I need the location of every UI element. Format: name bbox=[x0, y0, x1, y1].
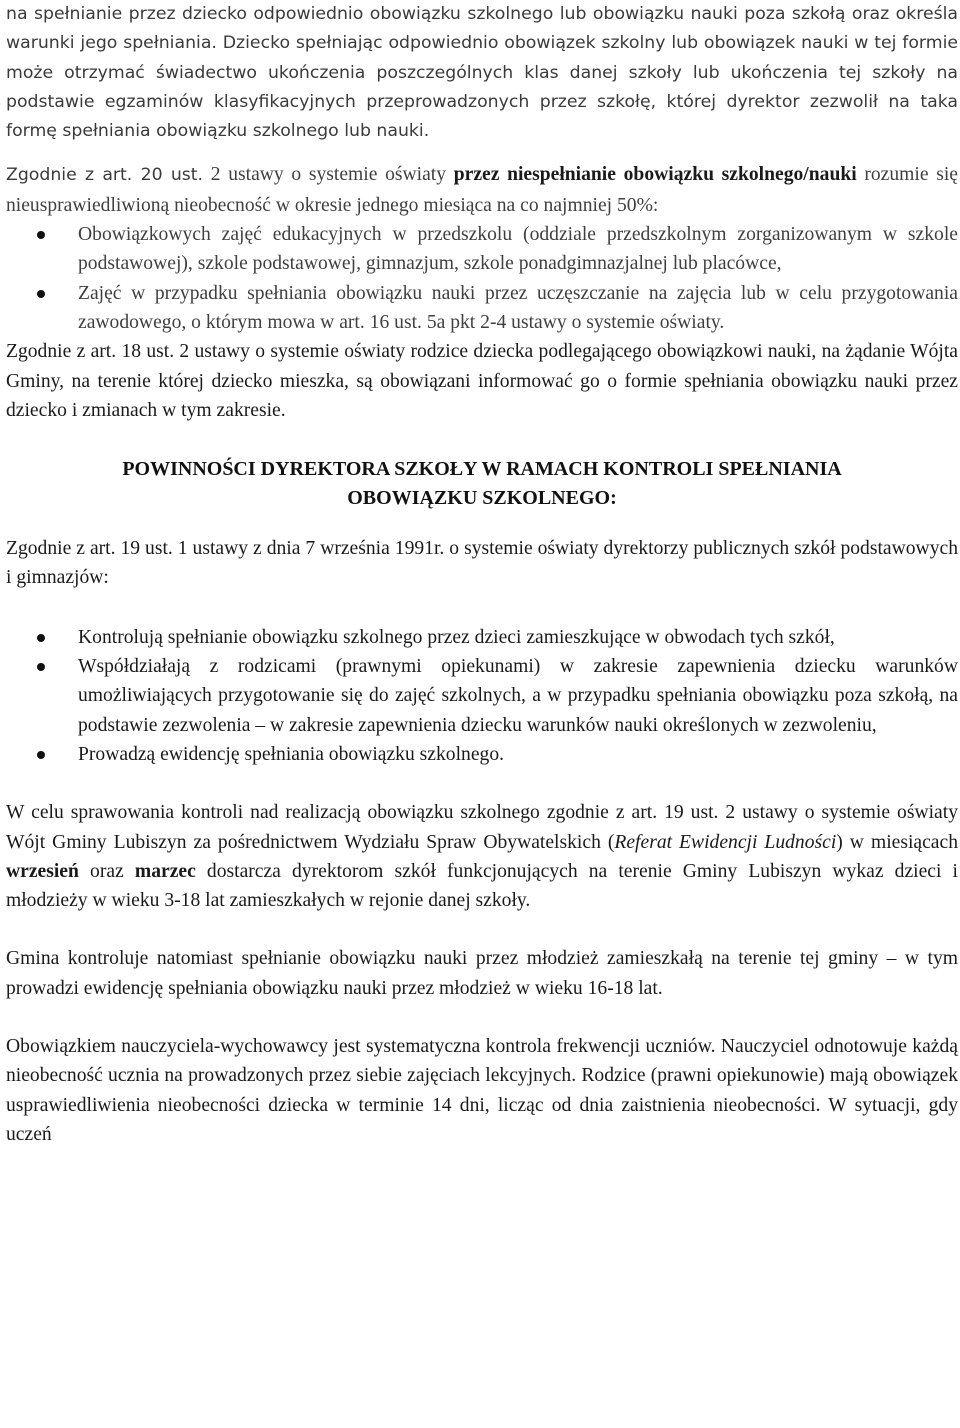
control-t1: W celu sprawowania kontroli nad realizacją obowiązku szkolnego zgodnie z art. 19 ust. 2 ustawy o systemie oświaty Wójt Gminy Lubiszyn za pośrednictwem Wydziału Spraw Obywatelskich ( bbox=[6, 802, 958, 853]
list-item: Kontrolują spełnianie obowiązku szkolnego przez dzieci zamieszkujące w obwodach tych szkół, bbox=[6, 623, 958, 652]
control-t3: oraz bbox=[78, 860, 135, 882]
art20-text2: rozumie się nieusprawiedliwioną nieobecność w okresie jednego miesiąca na co najmniej 50%: bbox=[6, 164, 958, 216]
control-t4: dostarcza dyrektorom szkół funkcjonujących na terenie Gminy Lubiszyn wykaz dzieci i młodzieży w wieku 3-18 lat zamieszkałych w rejonie danej szkoły. bbox=[6, 860, 958, 912]
heading-line-1: POWINNOŚCI DYREKTORA SZKOŁY W RAMACH KONTROLI SPEŁNIANIA bbox=[122, 458, 842, 481]
list-item: Prowadzą ewidencję spełniania obowiązku szkolnego. bbox=[6, 740, 958, 769]
section-heading bbox=[6, 455, 958, 513]
control-paragraph bbox=[6, 798, 958, 915]
control-month-1: wrzesień bbox=[6, 860, 79, 882]
art20-prefix: Zgodnie z art. 20 ust. bbox=[6, 165, 204, 186]
art19-list bbox=[6, 623, 958, 769]
teacher-paragraph: Obowiązkiem nauczyciela-wychowawcy jest systematyczna kontrola frekwencji uczniów. Nauczyciel odnotowuje każdą nieobecność ucznia na prowadzonych przez siebie zajęciach lekcyjnych. Rodzice (prawni opiekunowie) mają obowiązek usprawiedliwienia nieobecności dziecka w terminie 14 dni, licząc od dnia zaistnienia nieobecności. W sytuacji, gdy uczeń bbox=[6, 1036, 958, 1145]
list-item: Obowiązkowych zajęć edukacyjnych w przedszkolu (oddziale przedszkolnym zorganizowanym w szkole podstawowej), szkole podstawowej, gimnazjum, szkole ponadgimnazjalnej lub placówce, bbox=[6, 220, 958, 279]
art20-text1: 2 ustawy o systemie oświaty bbox=[203, 164, 454, 186]
control-italic: Referat Ewidencji Ludności bbox=[614, 831, 837, 853]
art20-bold: przez niespełnianie obowiązku szkolnego/nauki bbox=[453, 164, 857, 186]
gmina-paragraph: Gmina kontroluje natomiast spełnianie obowiązku nauki przez młodzież zamieszkałą na terenie tej gminy – w tym prowadzi ewidencję spełniania obowiązku nauki przez młodzież w wieku 16-18 lat. bbox=[6, 948, 958, 999]
document-page bbox=[6, 0, 958, 1149]
art19-paragraph: Zgodnie z art. 19 ust. 1 ustawy z dnia 7 września 1991r. o systemie oświaty dyrektorzy publicznych szkół podstawowych i gimnazjów: bbox=[6, 538, 958, 589]
heading-line-2: OBOWIĄZKU SZKOLNEGO: bbox=[347, 487, 617, 510]
control-month-2: marzec bbox=[134, 860, 196, 882]
list-item: Współdziałają z rodzicami (prawnymi opiekunami) w zakresie zapewnienia dziecku warunków umożliwiających przygotowanie się do zajęć szkolnych, a w przypadku spełniania obowiązku poza szkołą, na podstawie zezwolenia – w zakresie zapewnienia dziecku warunków nauki określonych w zezwoleniu, bbox=[6, 652, 958, 740]
art18-paragraph: Zgodnie z art. 18 ust. 2 ustawy o systemie oświaty rodzice dziecka podlegającego obowiązkowi nauki, na żądanie Wójta Gminy, na terenie której dziecko mieszka, są obowiązani informować go o formie spełniania obowiązku nauki przez dziecko i zmianach w tym zakresie. bbox=[6, 341, 958, 421]
control-t2: ) w miesiącach bbox=[836, 831, 958, 853]
list-item: Zajęć w przypadku spełniania obowiązku nauki przez uczęszczanie na zajęcia lub w celu przygotowania zawodowego, o którym mowa w art. 16 ust. 5a pkt 2-4 ustawy o systemie oświaty. bbox=[6, 279, 958, 338]
art20-paragraph bbox=[6, 160, 958, 220]
art20-list bbox=[6, 220, 958, 337]
intro-paragraph: na spełnianie przez dziecko odpowiednio obowiązku szkolnego lub obowiązku nauki poza szkołą oraz określa warunki jego spełniania. Dziecko spełniając odpowiednio obowiązek szkolny lub obowiązek nauki w tej formie może otrzymać świadectwo ukończenia poszczególnych klas danej szkoły lub ukończenia tej szkoły na podstawie egzaminów klasyfikacyjnych przeprowadzonych przez szkołę, której dyrektor zezwolił na taka formę spełniania obowiązku szkolnego lub nauki. bbox=[6, 4, 958, 142]
